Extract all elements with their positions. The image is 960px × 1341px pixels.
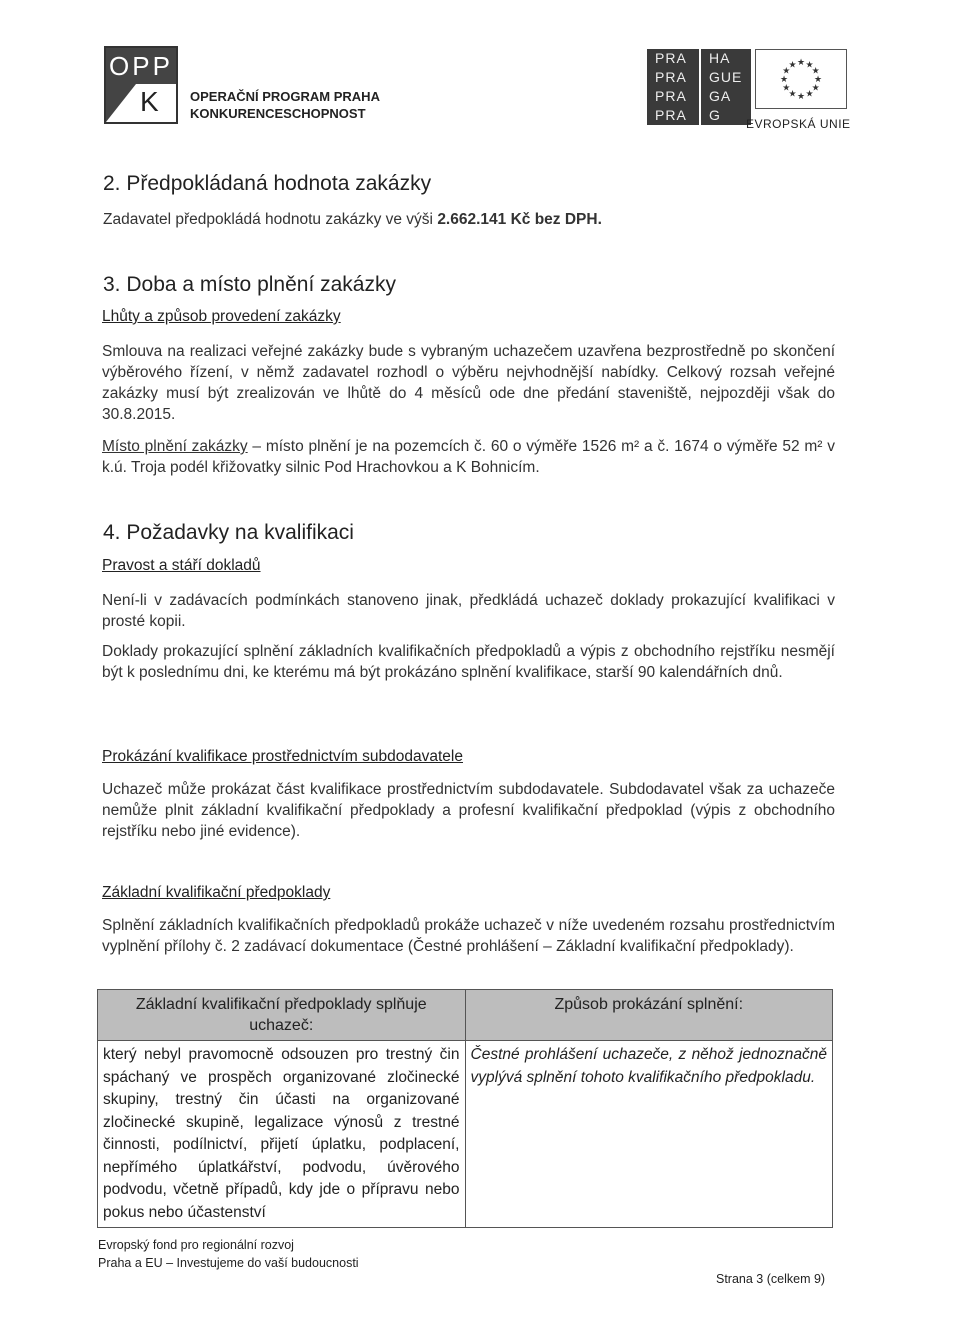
- section-3-subheading: Lhůty a způsob provedení zakázky: [102, 308, 341, 325]
- section-4-paragraph-3: Uchazeč může prokázat část kvalifikace prostřednictvím subdodavatele. Subdodavatel však za uchazeče nemůže plnit základní kvalifikační předpoklady a profesní kvalifikační předpoklad (výpis z obchodního rejstříku nebo jiné evidence).: [102, 781, 835, 840]
- section-4-subheading-1: Pravost a stáří dokladů: [102, 557, 261, 574]
- eu-star-icon: ★: [782, 65, 791, 76]
- section-3-heading: 3. Doba a místo plnění zakázky: [103, 273, 396, 296]
- opp-logo-triangle: [106, 84, 136, 122]
- section-4-paragraph-1: Není-li v zadávacích podmínkách stanoveno jinak, předkládá uchazeč doklady prokazující kvalifikaci v prosté kopii.: [102, 592, 835, 630]
- table-header-col1: Základní kvalifikační předpoklady splňuje uchazeč:: [98, 990, 466, 1041]
- section-3-paragraph-1: Smlouva na realizaci veřejné zakázky bude s vybraným uchazečem uzavřena bezprostředně po skončení výběrového řízení, v němž zadavatel rozhodl o výběru nejvhodnější nabídky. Celkový rozsah veřejné zakázky musí být zrealizován ve lhůtě do 4 měsíců ode dne předání staveniště, nejpozději však do 30.8.2015.: [102, 343, 835, 423]
- table-cell-proof: Čestné prohlášení uchazeče, z něhož jednoznačně vyplývá splnění tohoto kvalifikačního předpokladu.: [465, 1041, 833, 1228]
- eu-star-icon: ★: [796, 91, 806, 101]
- eu-star-icon: ★: [811, 65, 820, 76]
- eu-star-icon: ★: [811, 82, 820, 93]
- section-4-paragraph-2: Doklady prokazující splnění základních kvalifikačních předpokladů a výpis z obchodního rejstříku nesmějí být k poslednímu dni, ke kterému má být prokázáno splnění kvalifikace, starší 90 kalendářních dnů.: [102, 643, 835, 681]
- section-2-text: [103, 209, 602, 230]
- praha-cell: PRA: [655, 50, 687, 66]
- eu-stars: [780, 57, 822, 101]
- opp-logo-k: K: [140, 86, 159, 117]
- section-4-heading: 4. Požadavky na kvalifikaci: [103, 521, 354, 544]
- section-4-subheading-2: Prokázání kvalifikace prostřednictvím subdodavatele: [102, 748, 463, 765]
- section-4-paragraph-4: Splnění základních kvalifikačních předpokladů prokáže uchazeč v níže uvedeném rozsahu prostřednictvím vyplnění přílohy č. 2 zadávací dokumentace (Čestné prohlášení – Základní kvalifikační předpoklady).: [102, 917, 835, 955]
- page-number: Strana 3 (celkem 9): [716, 1272, 826, 1286]
- praha-cell: PRA: [655, 107, 687, 123]
- praha-cell: PRA: [655, 69, 687, 85]
- eu-star-icon: ★: [788, 59, 797, 70]
- table-header-col2: Způsob prokázání splnění:: [465, 990, 833, 1041]
- section-2-heading: 2. Předpokládaná hodnota zakázky: [103, 172, 432, 195]
- praha-cell: PRA: [655, 88, 687, 104]
- praha-cell: GA: [699, 87, 751, 106]
- place-of-performance-text: – místo plnění je na pozemcích č. 60 o výměře 1526 m² a č. 1674 o výměře 52 m² v k.ú. Troja podél křižovatky silnic Pod Hrachovkou a K Bohnicím.: [102, 438, 835, 476]
- eu-star-icon: ★: [779, 74, 789, 84]
- place-of-performance-label: Místo plnění zakázky: [102, 438, 248, 455]
- table-header-row: [98, 990, 833, 1041]
- section-3-paragraph-2: [102, 436, 835, 478]
- praha-cell: GUE: [699, 68, 751, 87]
- program-name-line1: OPERAČNÍ PROGRAM PRAHA: [190, 89, 380, 104]
- praha-cell: HA: [699, 49, 751, 68]
- footer-left: [98, 1236, 359, 1272]
- eu-star-icon: ★: [805, 88, 814, 99]
- praha-logo: [647, 49, 751, 125]
- eu-label: EVROPSKÁ UNIE: [746, 117, 851, 131]
- program-name: [190, 88, 380, 122]
- praha-cell: G: [699, 106, 751, 125]
- eu-star-icon: ★: [805, 59, 814, 70]
- eu-flag-icon: [755, 49, 847, 109]
- footer-line-1: Evropský fond pro regionální rozvoj: [98, 1238, 294, 1252]
- footer-line-2: Praha a EU – Investujeme do vaší budoucnosti: [98, 1256, 359, 1270]
- eu-star-icon: ★: [813, 74, 823, 84]
- estimated-value: 2.662.141 Kč bez DPH.: [437, 211, 602, 228]
- table-cell-requirement: který nebyl pravomocně odsouzen pro trestný čin spáchaný ve prospěch organizované zločinecké skupiny, trestný čin účasti na organizované zločinecké skupině, legalizace výnosů z trestné činnosti, podílnictví, přijetí úplatku, podplacení, nepřímého úplatkářství, podvodu, úvěrového podvodu, včetně případů, kdy jde o přípravu nebo pokus nebo účastenství: [98, 1041, 466, 1228]
- qualification-table: [97, 989, 833, 1228]
- opp-logo-letters: OPP: [106, 48, 176, 84]
- eu-star-icon: ★: [788, 88, 797, 99]
- eu-star-icon: ★: [782, 82, 791, 93]
- opp-logo: [104, 46, 178, 124]
- table-row: [98, 1041, 833, 1228]
- section-4-subheading-3: Základní kvalifikační předpoklady: [102, 884, 331, 901]
- section-2-text-prefix: Zadavatel předpokládá hodnotu zakázky ve výši: [103, 211, 438, 228]
- program-name-line2: KONKURENCESCHOPNOST: [190, 106, 366, 121]
- eu-star-icon: ★: [796, 57, 806, 67]
